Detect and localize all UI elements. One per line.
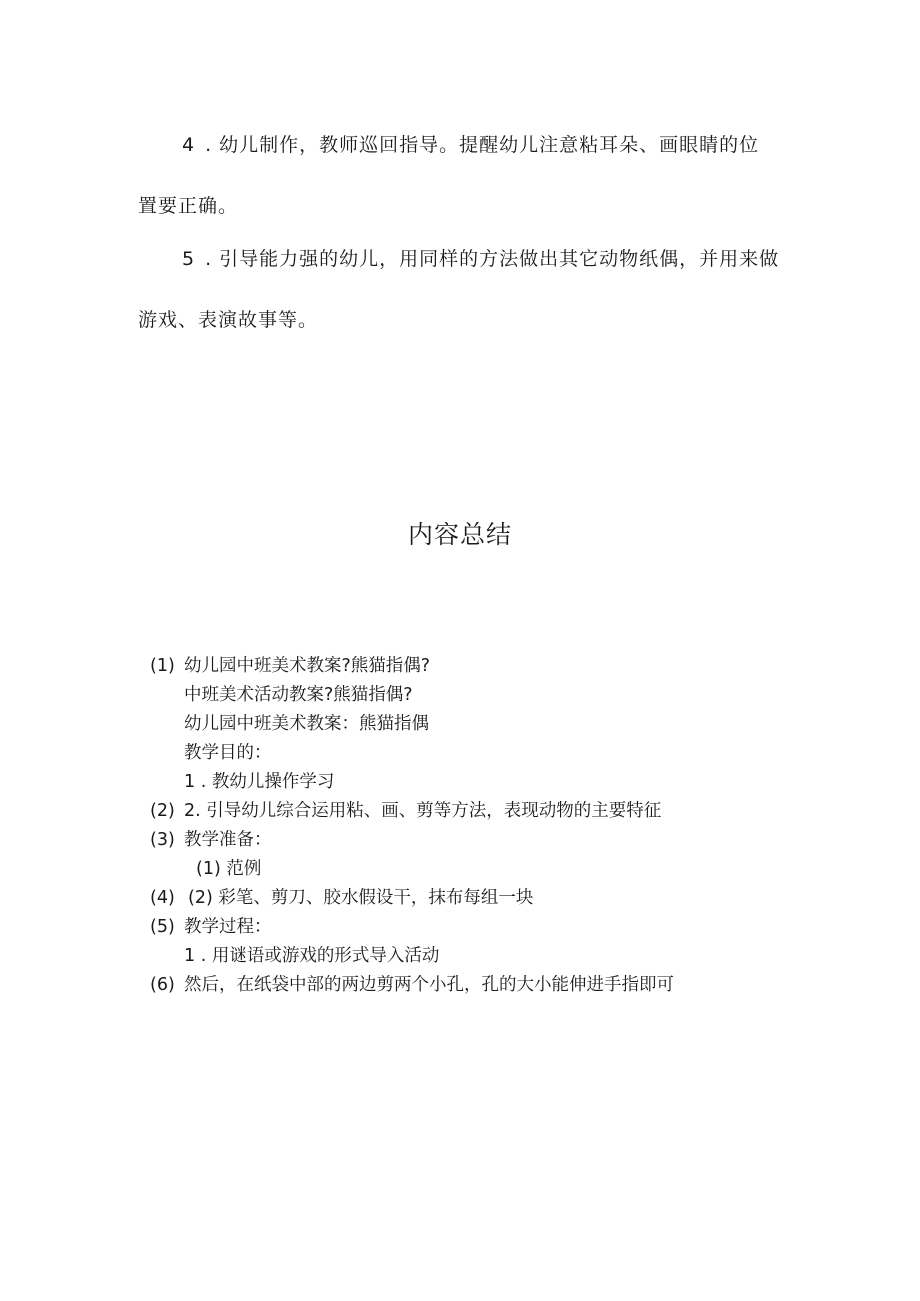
summary-item [150,973,810,1002]
step-number: 4 [182,134,196,156]
item-text: 中班美术活动教案?熊猫指偶? [184,685,413,705]
item-text: 1 . 用谜语或游戏的形式导入活动 [184,946,440,966]
item-text: 幼儿园中班美术教案?熊猫指偶? [184,656,431,676]
summary-item [150,683,810,712]
item-text: 教学目的： [184,743,272,763]
summary-list [150,654,810,1002]
summary-title: 内容总结 [407,520,512,549]
summary-item [150,915,810,944]
item-marker: (3) [150,830,175,850]
item-text: (2) 彩笔、剪刀、胶水假设干，抹布每组一块 [188,888,534,908]
paragraph-line: 置要正确。 [138,195,239,217]
summary-item [150,828,810,857]
paragraph-text: . 幼儿制作，教师巡回指导。提醒幼儿注意粘耳朵、画眼睛的位 [205,134,760,156]
summary-item [150,654,810,683]
item-text: (1) 范例 [196,859,262,879]
item-text: 幼儿园中班美术教案：熊猫指偶 [184,714,429,734]
summary-item [150,886,810,915]
item-marker: (5) [150,917,175,937]
item-marker: (1) [150,656,175,676]
paragraph-text: . 引导能力强的幼儿，用同样的方法做出其它动物纸偶，并用来做 [205,248,780,270]
paragraph-line [138,248,778,309]
item-text: 教学准备： [184,830,272,850]
item-text: 然后，在纸袋中部的两边剪两个小孔，孔的大小能伸进手指即可 [184,975,674,995]
item-text: 1 . 教幼儿操作学习 [184,772,335,792]
item-marker: (4) [150,888,175,908]
summary-item [150,712,810,741]
item-text: 2. 引导幼儿综合运用粘、画、剪等方法，表现动物的主要特征 [184,801,662,821]
item-text: 教学过程： [184,917,272,937]
summary-item [150,741,810,770]
item-marker: (6) [150,975,175,995]
summary-item [150,770,810,799]
paragraph-step-4 [138,134,778,256]
paragraph-line [138,134,778,195]
paragraph-step-5 [138,248,778,370]
summary-item [150,944,810,973]
summary-item [150,857,810,886]
step-number: 5 [182,248,196,270]
paragraph-line: 游戏、表演故事等。 [138,309,319,331]
summary-item [150,799,810,828]
item-marker: (2) [150,801,175,821]
